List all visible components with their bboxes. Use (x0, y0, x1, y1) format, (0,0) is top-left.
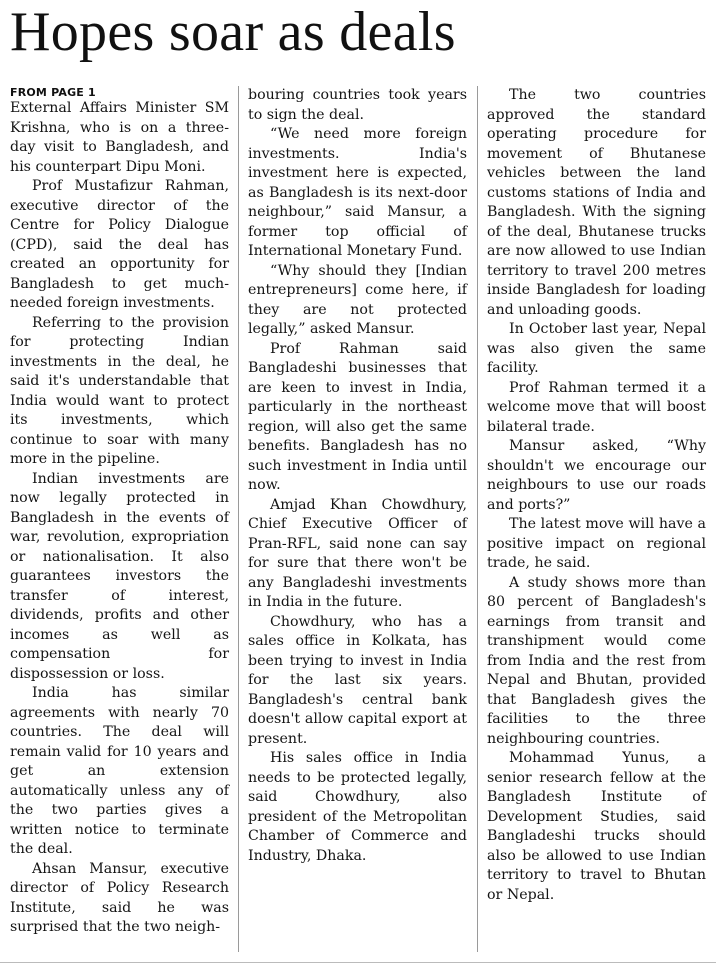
paragraph: Prof Mustafizur Rahman, executive director of the Centre for Policy Dialogue (CPD), said the deal has created an opportunity for Bangladesh to get much-needed foreign investments. (10, 178, 229, 311)
paragraph: “We need more foreign investments. India's investment here is expected, as Bangladesh is its next-door neighbour,” said Mansur, a former top official of International Monetary Fund. (248, 126, 467, 259)
paragraph: Ahsan Mansur, executive director of Policy Research Institute, said he was surprised that the two neigh- (10, 860, 229, 935)
paragraph: External Affairs Minister SM Krishna, who is on a three-day visit to Bangladesh, and his counterpart Dipu Moni. (10, 100, 229, 175)
article-column-2 (248, 86, 467, 866)
paragraph: The latest move will have a positive impact on regional trade, he said. (487, 516, 706, 571)
paragraph: The two countries approved the standard operating procedure for movement of Bhutanese vehicles between the land customs stations of India and Bangladesh. With the signing of the deal, Bhutanese trucks are now allowed to use Indian territory to travel 200 metres inside Bangladesh for loading and unloading goods. (487, 87, 706, 318)
paragraph: Amjad Khan Chowdhury, Chief Executive Officer of Pran-RFL, said none can say for sure that there won't be any Bangladeshi investments in India in the future. (248, 496, 467, 610)
paragraph: In October last year, Nepal was also given the same facility. (487, 321, 706, 376)
paragraph: Referring to the provision for protecting Indian investments in the deal, he said it's understandable that India would want to protect its investments, which continue to soar with many more in the pipeline. (10, 314, 229, 467)
kicker-label: FROM PAGE 1 (10, 86, 96, 99)
paragraph: Indian investments are now legally protected in Bangladesh in the events of war, revolution, expropriation or nationalisation. It also guarantees investors the transfer of interest, dividends, profits and other incomes as well as compensation for dispossession or loss. (10, 470, 229, 682)
article-column-1 (10, 86, 229, 938)
paragraph: Mohammad Yunus, a senior research fellow at the Bangladesh Institute of Development Studies, said Bangladeshi trucks should also be allowed to use Indian territory to travel to Bhutan or Nepal. (487, 750, 706, 903)
paragraph: Prof Rahman termed it a welcome move that will boost bilateral trade. (487, 379, 706, 435)
paragraph: “Why should they [Indian entrepreneurs] come here, if they are not protected legally,” asked Mansur. (248, 262, 467, 337)
paragraph: A study shows more than 80 percent of Bangladesh's earnings from transit and transhipment would come from India and the rest from Nepal and Bhutan, provided that Bangladesh gives the facilities to the three neighbouring countries. (487, 574, 706, 747)
paragraph: His sales office in India needs to be protected legally, said Chowdhury, also president of the Metropolitan Chamber of Commerce and Industry, Dhaka. (248, 750, 467, 864)
column-rule (238, 86, 239, 952)
paragraph: Chowdhury, who has a sales office in Kolkata, has been trying to invest in India for the last six years. Bangladesh's central bank doesn't allow capital export at present. (248, 613, 467, 747)
headline: Hopes soar as deals (10, 1, 456, 63)
article-column-3 (487, 86, 706, 905)
paragraph: bouring countries took years to sign the deal. (248, 87, 467, 123)
bottom-rule (0, 962, 716, 963)
column-rule (477, 86, 478, 952)
paragraph: Prof Rahman said Bangladeshi businesses that are keen to invest in India, particularly in the northeast region, will also get the same benefits. Bangladesh has no such investment in India until now. (248, 340, 467, 493)
paragraph: Mansur asked, “Why shouldn't we encourage our neighbours to use our roads and ports?” (487, 438, 706, 513)
paragraph: India has similar agreements with nearly 70 countries. The deal will remain valid for 10 years and get an extension automatically unless any of the two parties gives a written notice to terminate the deal. (10, 685, 229, 857)
